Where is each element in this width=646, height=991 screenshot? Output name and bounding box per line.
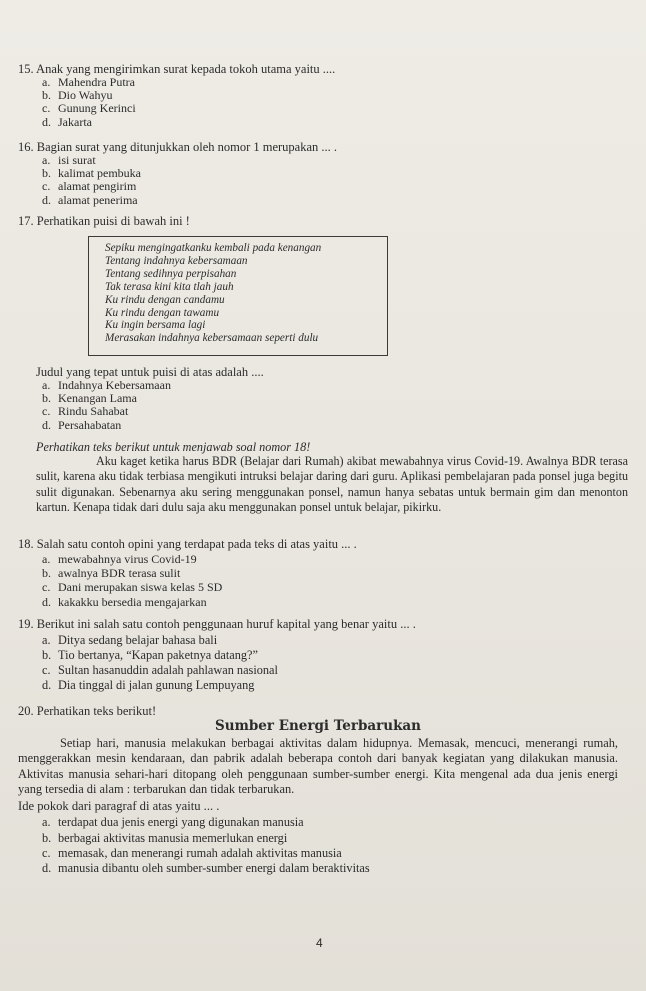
instruction-18: Perhatikan teks berikut untuk menjawab soal nomor 18!	[36, 440, 311, 454]
q15-option-a: a. Mahendra Putra	[42, 75, 135, 89]
poem-line: Ku rindu dengan candamu	[105, 293, 225, 306]
q19-option-d: d. Dia tinggal di jalan gunung Lempuyang	[42, 678, 255, 692]
q17-option-a: a. Indahnya Kebersamaan	[42, 378, 171, 392]
q20-option-a: a. terdapat dua jenis energi yang digunakan manusia	[42, 815, 304, 830]
poem-line: Tentang indahnya kebersamaan	[105, 254, 248, 267]
q18-option-c: c. Dani merupakan siswa kelas 5 SD	[42, 580, 223, 595]
q16-option-a: a. isi surat	[42, 153, 96, 167]
q16-option-b: b. kalimat pembuka	[42, 166, 141, 181]
q18-option-a: a. mewabahnya virus Covid-19	[42, 552, 197, 566]
article-paragraph: Setiap hari, manusia melakukan berbagai aktivitas dalam hidupnya. Memasak, mencuci, menerangi rumah, menggerakkan mesin kendaraan, dan pabrik adalah beberapa contoh dari banyak kegiatan yang dilakukan manusia. Aktivitas manusia sehari-hari ditopang oleh penggunaan sumber-sumber energi. Kita mengenal ada dua jenis energi yang tersedia di alam : terbarukan dan tidak terbarukan.	[18, 736, 618, 796]
q15-option-b: b. Dio Wahyu	[42, 88, 113, 103]
question-17-text: 17. Perhatikan puisi di bawah ini !	[18, 214, 190, 228]
q19-option-c: c. Sultan hasanuddin adalah pahlawan nasional	[42, 663, 278, 677]
question-16-text: 16. Bagian surat yang ditunjukkan oleh nomor 1 merupakan ... .	[18, 140, 338, 154]
question-17-question: Judul yang tepat untuk puisi di atas adalah ....	[36, 365, 264, 379]
q16-option-d: d. alamat penerima	[42, 192, 138, 207]
question-20-question: Ide pokok dari paragraf di atas yaitu ... .	[18, 799, 220, 814]
poem-line: Tentang sedihnya perpisahan	[105, 267, 237, 280]
q19-option-a: a. Ditya sedang belajar bahasa bali	[42, 633, 218, 647]
q16-option-c: c. alamat pengirim	[42, 179, 137, 194]
reading-text-18	[36, 440, 628, 516]
reading-paragraph-18: Aku kaget ketika harus BDR (Belajar dari Rumah) akibat mewabahnya virus Covid-19. Awalnya BDR terasa sulit, karena aku tidak terbiasa mengikuti intruksi belajar daring dari guru. Aplikasi pembelajaran pada ponsel juga begitu sulit digunakan. Sebenarnya aku sering menggunakan ponsel, namun hanya sebatas untuk bermain gim dan menonton kartun. Kenapa tidak dari dulu saja aku menggunakan ponsel untuk belajar, pikirku.	[36, 454, 628, 515]
q18-option-d: d. kakakku bersedia mengajarkan	[42, 594, 207, 609]
q20-option-c: c. memasak, dan menerangi rumah adalah aktivitas manusia	[42, 846, 342, 860]
q17-option-c: c. Rindu Sahabat	[42, 404, 129, 419]
poem-line: Sepiku mengingatkanku kembali pada kenangan	[105, 242, 322, 254]
q19-option-b: b. Tio bertanya, “Kapan paketnya datang?”	[42, 648, 258, 662]
article-title: Sumber Energi Terbarukan	[215, 718, 421, 734]
question-17-body	[36, 365, 646, 432]
q15-option-c: c. Gunung Kerinci	[42, 101, 136, 116]
question-15-text: 15. Anak yang mengirimkan surat kepada tokoh utama yaitu ....	[18, 62, 336, 76]
poem-line: Tak terasa kini kita tlah jauh	[105, 280, 234, 293]
question-16	[18, 140, 628, 207]
question-18-text: 18. Salah satu contoh opini yang terdapat pada teks di atas yaitu ... .	[18, 537, 357, 551]
q17-option-b: b. Kenangan Lama	[42, 391, 137, 406]
page-number: 4	[316, 936, 323, 950]
poem-line: Ku rindu dengan tawamu	[105, 306, 220, 319]
q18-option-b: b. awalnya BDR terasa sulit	[42, 566, 181, 581]
q15-option-d: d. Jakarta	[42, 114, 92, 129]
question-17	[18, 214, 628, 228]
poem-line: Ku ingin bersama lagi	[105, 319, 206, 332]
poem-box	[88, 236, 388, 356]
question-19-text: 19. Berikut ini salah satu contoh penggunaan huruf kapital yang benar yaitu ... .	[18, 617, 416, 631]
question-20-text: 20. Perhatikan teks berikut!	[18, 704, 157, 718]
question-18	[18, 537, 628, 609]
q20-option-b: b. berbagai aktivitas manusia memerlukan energi	[42, 830, 288, 845]
q17-option-d: d. Persahabatan	[42, 417, 122, 432]
poem-line: Merasakan indahnya kebersamaan seperti dulu	[105, 332, 319, 345]
question-15	[18, 62, 628, 129]
article-20	[18, 716, 618, 877]
question-19	[18, 617, 628, 693]
q20-option-d: d. manusia dibantu oleh sumber-sumber energi dalam beraktivitas	[42, 861, 370, 876]
